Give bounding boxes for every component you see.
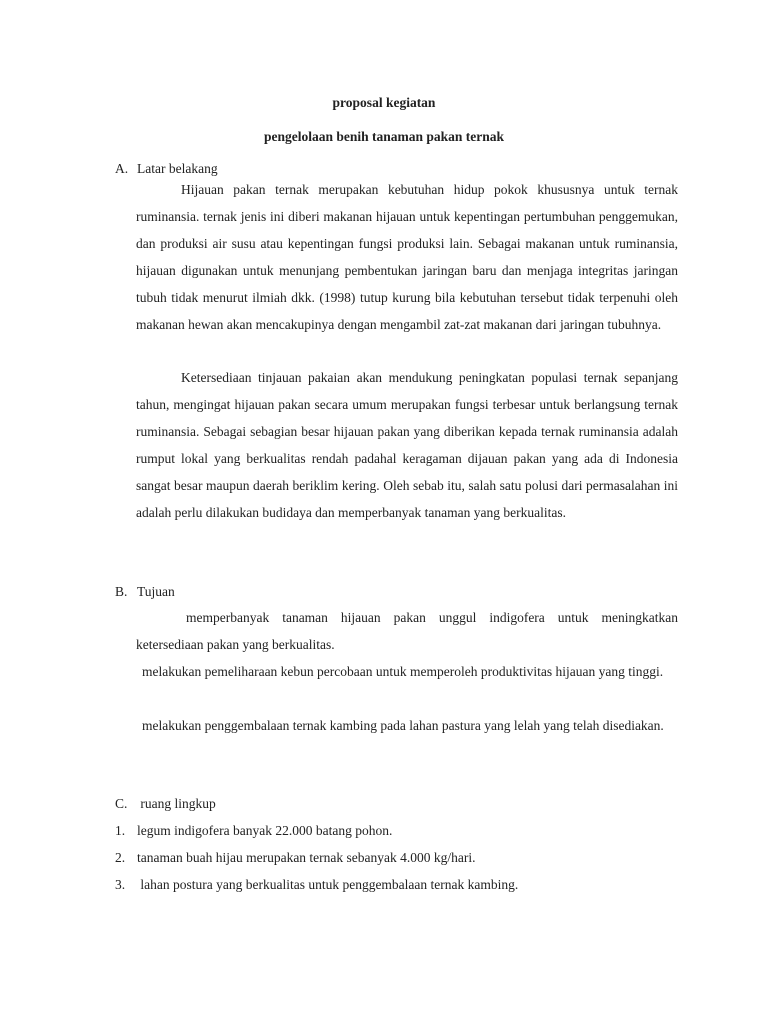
goal-item — [136, 712, 678, 739]
goal-text: melakukan pemeliharaan kebun percobaan untuk memperoleh produktivitas hijauan yang tinggi. — [142, 664, 664, 679]
section-a-letter: A. — [115, 161, 129, 176]
list-number: 2. — [115, 850, 126, 865]
paragraph-text: Ketersediaan tinjauan pakaian akan mendukung peningkatan populasi ternak sepanjang tahun, mengingat hijauan pakan secara umum merupakan fungsi terbesar untuk berlangsung ternak ruminansia. Sebagai sebagian besar hijauan pakan yang diberikan kepada ternak ruminansia adalah rumput lokal yang berkualitas rendah padahal keragaman dijauan pakan yang ada di Indonesia sangat besar maupun daerah beriklim kering. Oleh sebab itu, salah satu polusi dari permasalahan ini adalah perlu dilakukan budidaya dan memperbanyak tanaman yang berkualitas. — [136, 370, 678, 520]
section-b-heading — [115, 584, 175, 600]
document-title: proposal kegiatan — [332, 95, 436, 110]
goal-item — [136, 658, 678, 685]
section-b-letter: B. — [115, 584, 128, 599]
list-text: legum indigofera banyak 22.000 batang pohon. — [137, 823, 393, 838]
scope-list-item — [115, 850, 476, 866]
section-c-title: ruang lingkup — [140, 796, 216, 811]
section-c-letter: C. — [115, 796, 128, 811]
section-c-heading — [115, 796, 216, 812]
section-a-paragraph-2 — [136, 364, 678, 526]
section-a-heading — [115, 161, 218, 177]
list-text: tanaman buah hijau merupakan ternak sebanyak 4.000 kg/hari. — [137, 850, 476, 865]
goal-text: melakukan penggembalaan ternak kambing pada lahan pastura yang lelah yang telah disediakan. — [142, 718, 664, 733]
scope-list-item — [115, 823, 392, 839]
scope-list-item — [115, 877, 518, 893]
document-subtitle: pengelolaan benih tanaman pakan ternak — [263, 129, 505, 144]
list-text: lahan postura yang berkualitas untuk penggembalaan ternak kambing. — [140, 877, 519, 892]
section-a-paragraph-1 — [136, 176, 678, 338]
section-a-title: Latar belakang — [137, 161, 218, 176]
list-number: 1. — [115, 823, 126, 838]
goal-item — [136, 604, 678, 658]
list-number: 3. — [115, 877, 126, 892]
paragraph-text: Hijauan pakan ternak merupakan kebutuhan hidup pokok khususnya untuk ternak ruminansia. ternak jenis ini diberi makanan hijauan untuk kepentingan pertumbuhan penggemukan, dan produksi air susu atau kepentingan fungsi produksi lain. Sebagai makanan untuk ruminansia, hijauan digunakan untuk menunjang pembentukan jaringan baru dan menjaga integritas jaringan tubuh tidak menurut ilmiah dkk. (1998) tutup kurung bila kebutuhan tersebut tidak terpenuhi oleh makanan hewan akan mencakupinya dengan mengambil zat-zat makanan dari jaringan tubuhnya. — [136, 182, 678, 332]
goal-text: memperbanyak tanaman hijauan pakan unggul indigofera untuk meningkatkan ketersediaan pakan yang berkualitas. — [136, 610, 678, 652]
section-b-title: Tujuan — [137, 584, 175, 599]
